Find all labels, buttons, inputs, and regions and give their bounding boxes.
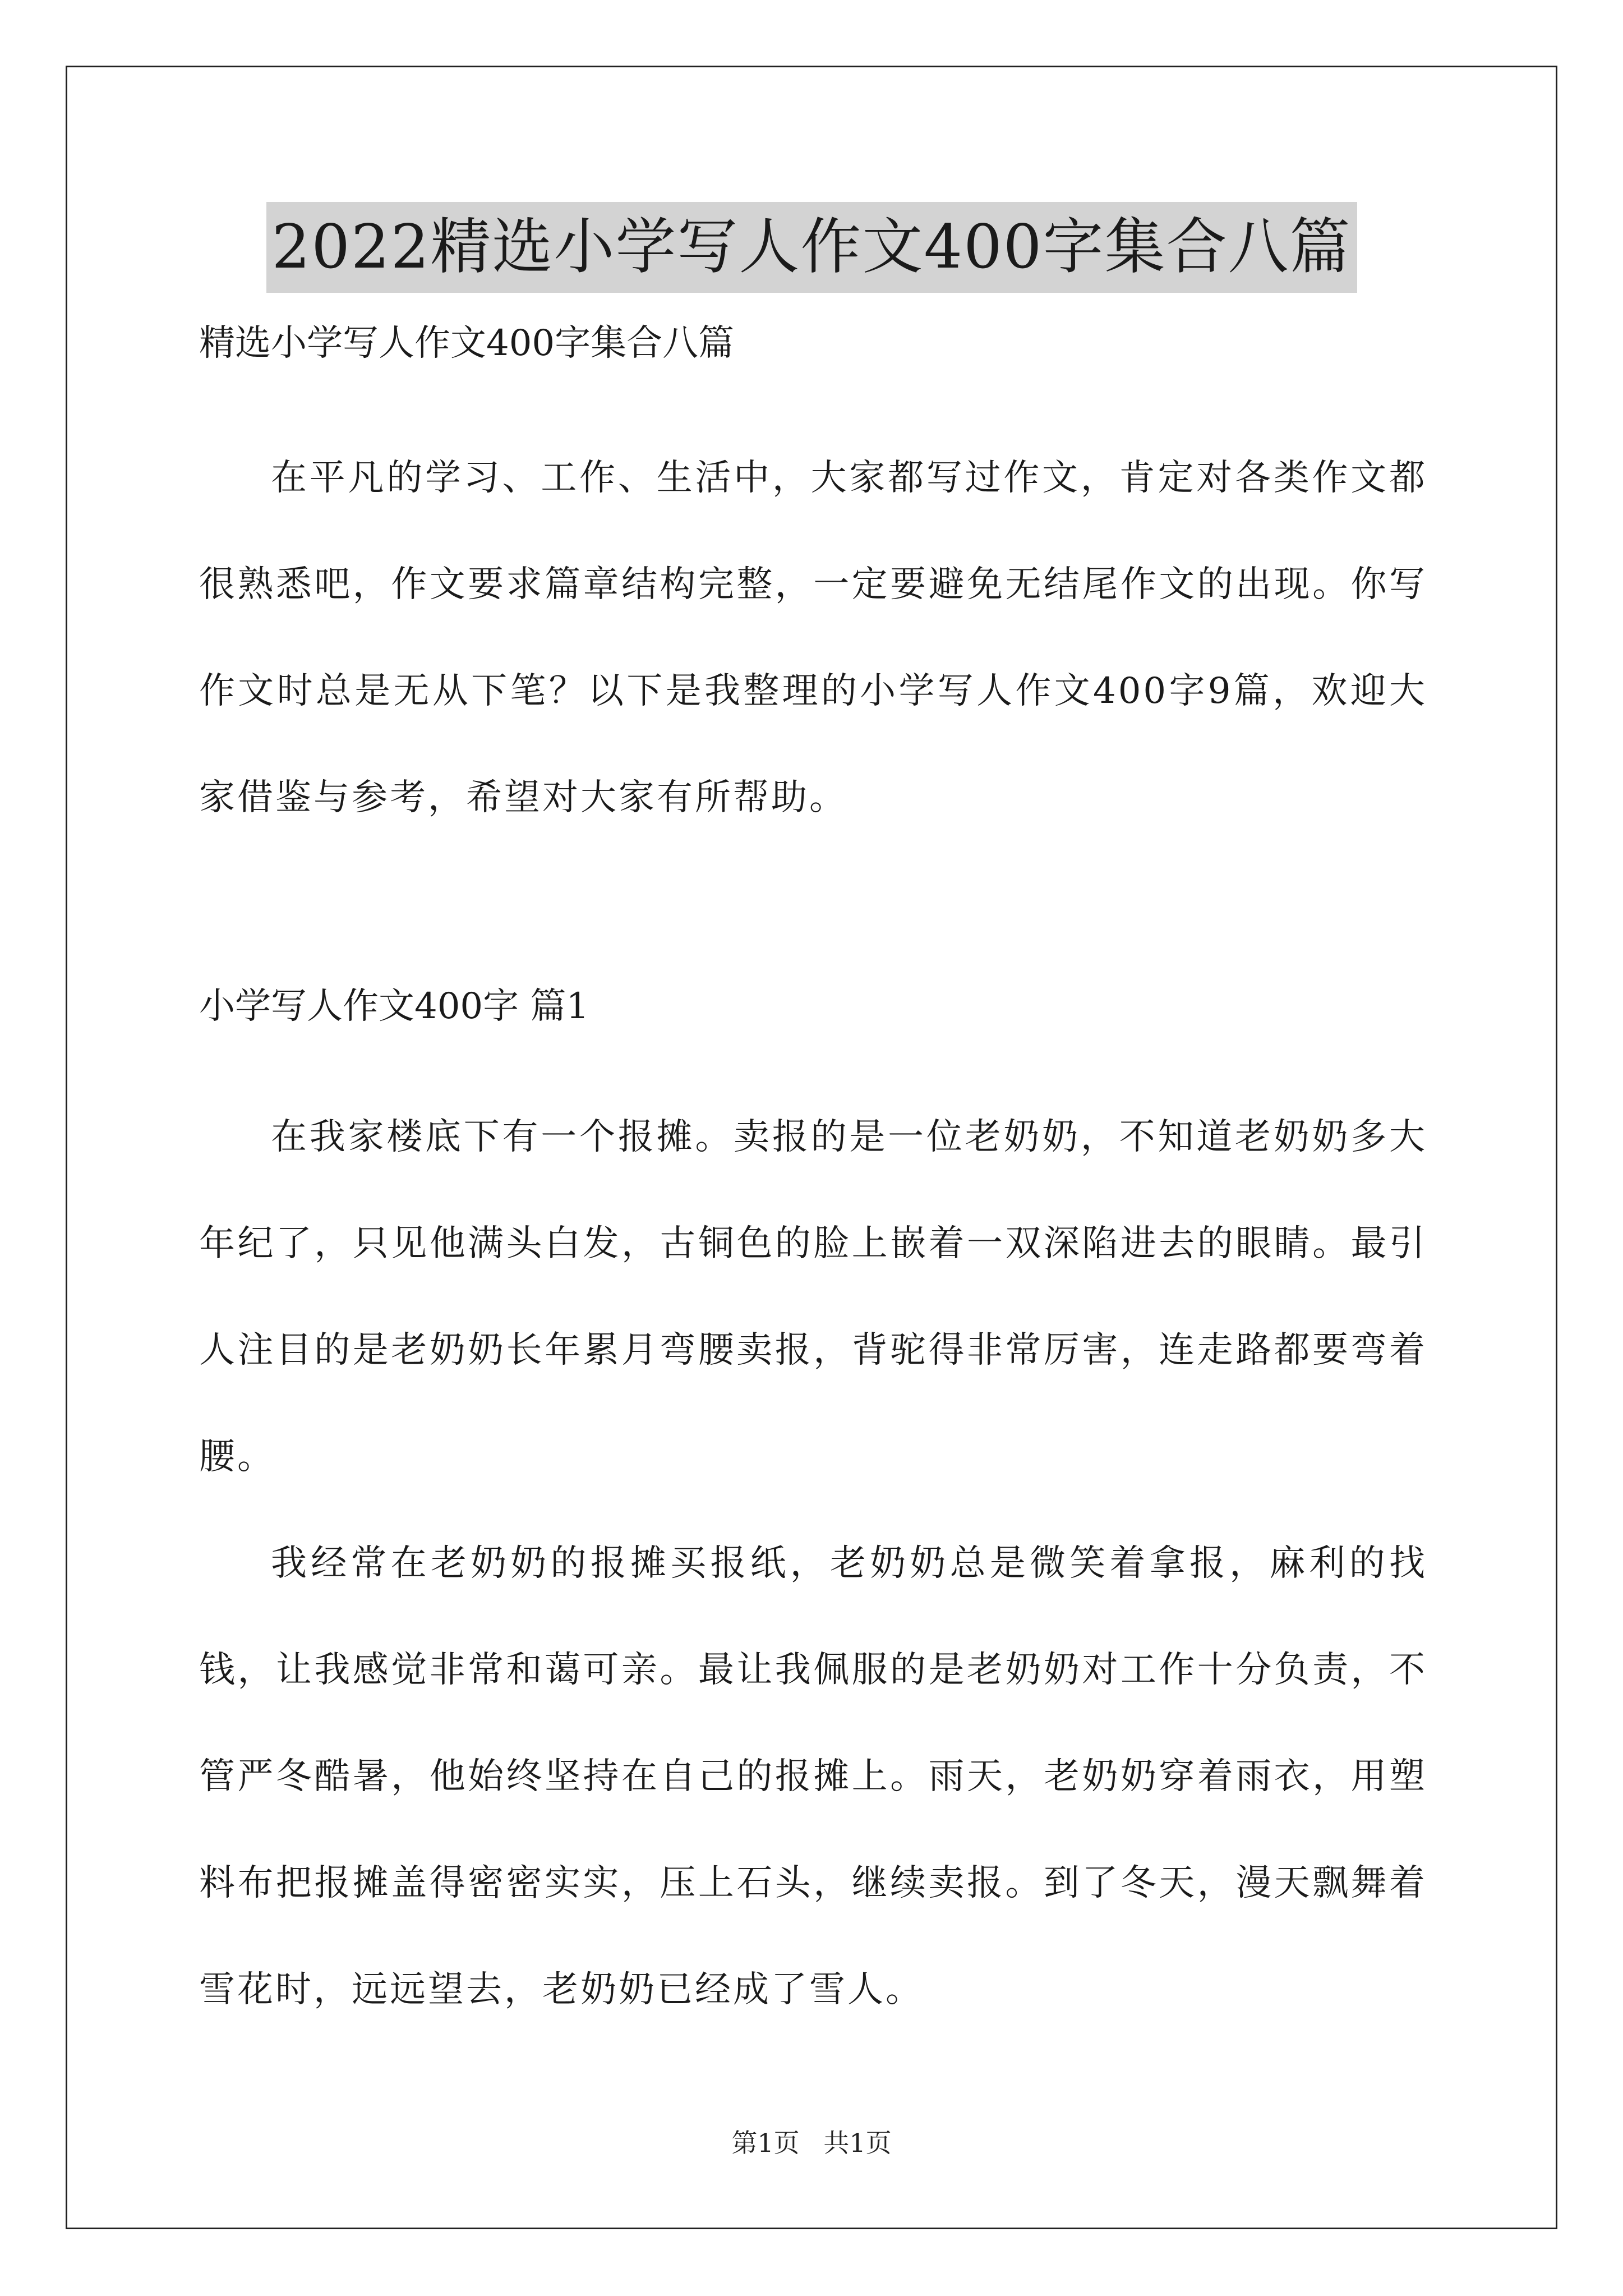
section-heading: 小学写人作文400字 篇1: [199, 986, 589, 1027]
section-paragraph: 在我家楼底下有一个报摊。卖报的是一位老奶奶，不知道老奶奶多大年纪了，只见他满头白发，古铜色的脸上嵌着一双深陷进去的眼睛。最引人注目的是老奶奶长年累月弯腰卖报，背驼得非常厉害，连走路都要弯着腰。: [199, 1116, 1427, 1478]
section-paragraph: 我经常在老奶奶的报摊买报纸，老奶奶总是微笑着拿报，麻利的找钱，让我感觉非常和蔼可亲。最让我佩服的是老奶奶对工作十分负责，不管严冬酷暑，他始终坚持在自己的报摊上。雨天，老奶奶穿着雨衣，用塑料布把报摊盖得密密实实，压上石头，继续卖报。到了冬天，漫天飘舞着雪花时，远远望去，老奶奶已经成了雪人。: [199, 1543, 1427, 2010]
page-count: 共1页: [823, 2128, 892, 2158]
intro-paragraph: 在平凡的学习、工作、生活中，大家都写过作文，肯定对各类作文都很熟悉吧，作文要求篇章结构完整，一定要避免无结尾作文的出现。你写作文时总是无从下笔？以下是我整理的小学写人作文400字9篇，欢迎大家借鉴与参考，希望对大家有所帮助。: [199, 457, 1427, 818]
page-footer: [0, 2126, 1623, 2160]
page-number: 第1页: [731, 2128, 800, 2158]
document-subtitle: 精选小学写人作文400字集合八篇: [199, 323, 735, 364]
document-title: 2022精选小学写人作文400字集合八篇: [266, 202, 1357, 293]
document-body: [199, 317, 1427, 2043]
title-container: [0, 202, 1623, 293]
